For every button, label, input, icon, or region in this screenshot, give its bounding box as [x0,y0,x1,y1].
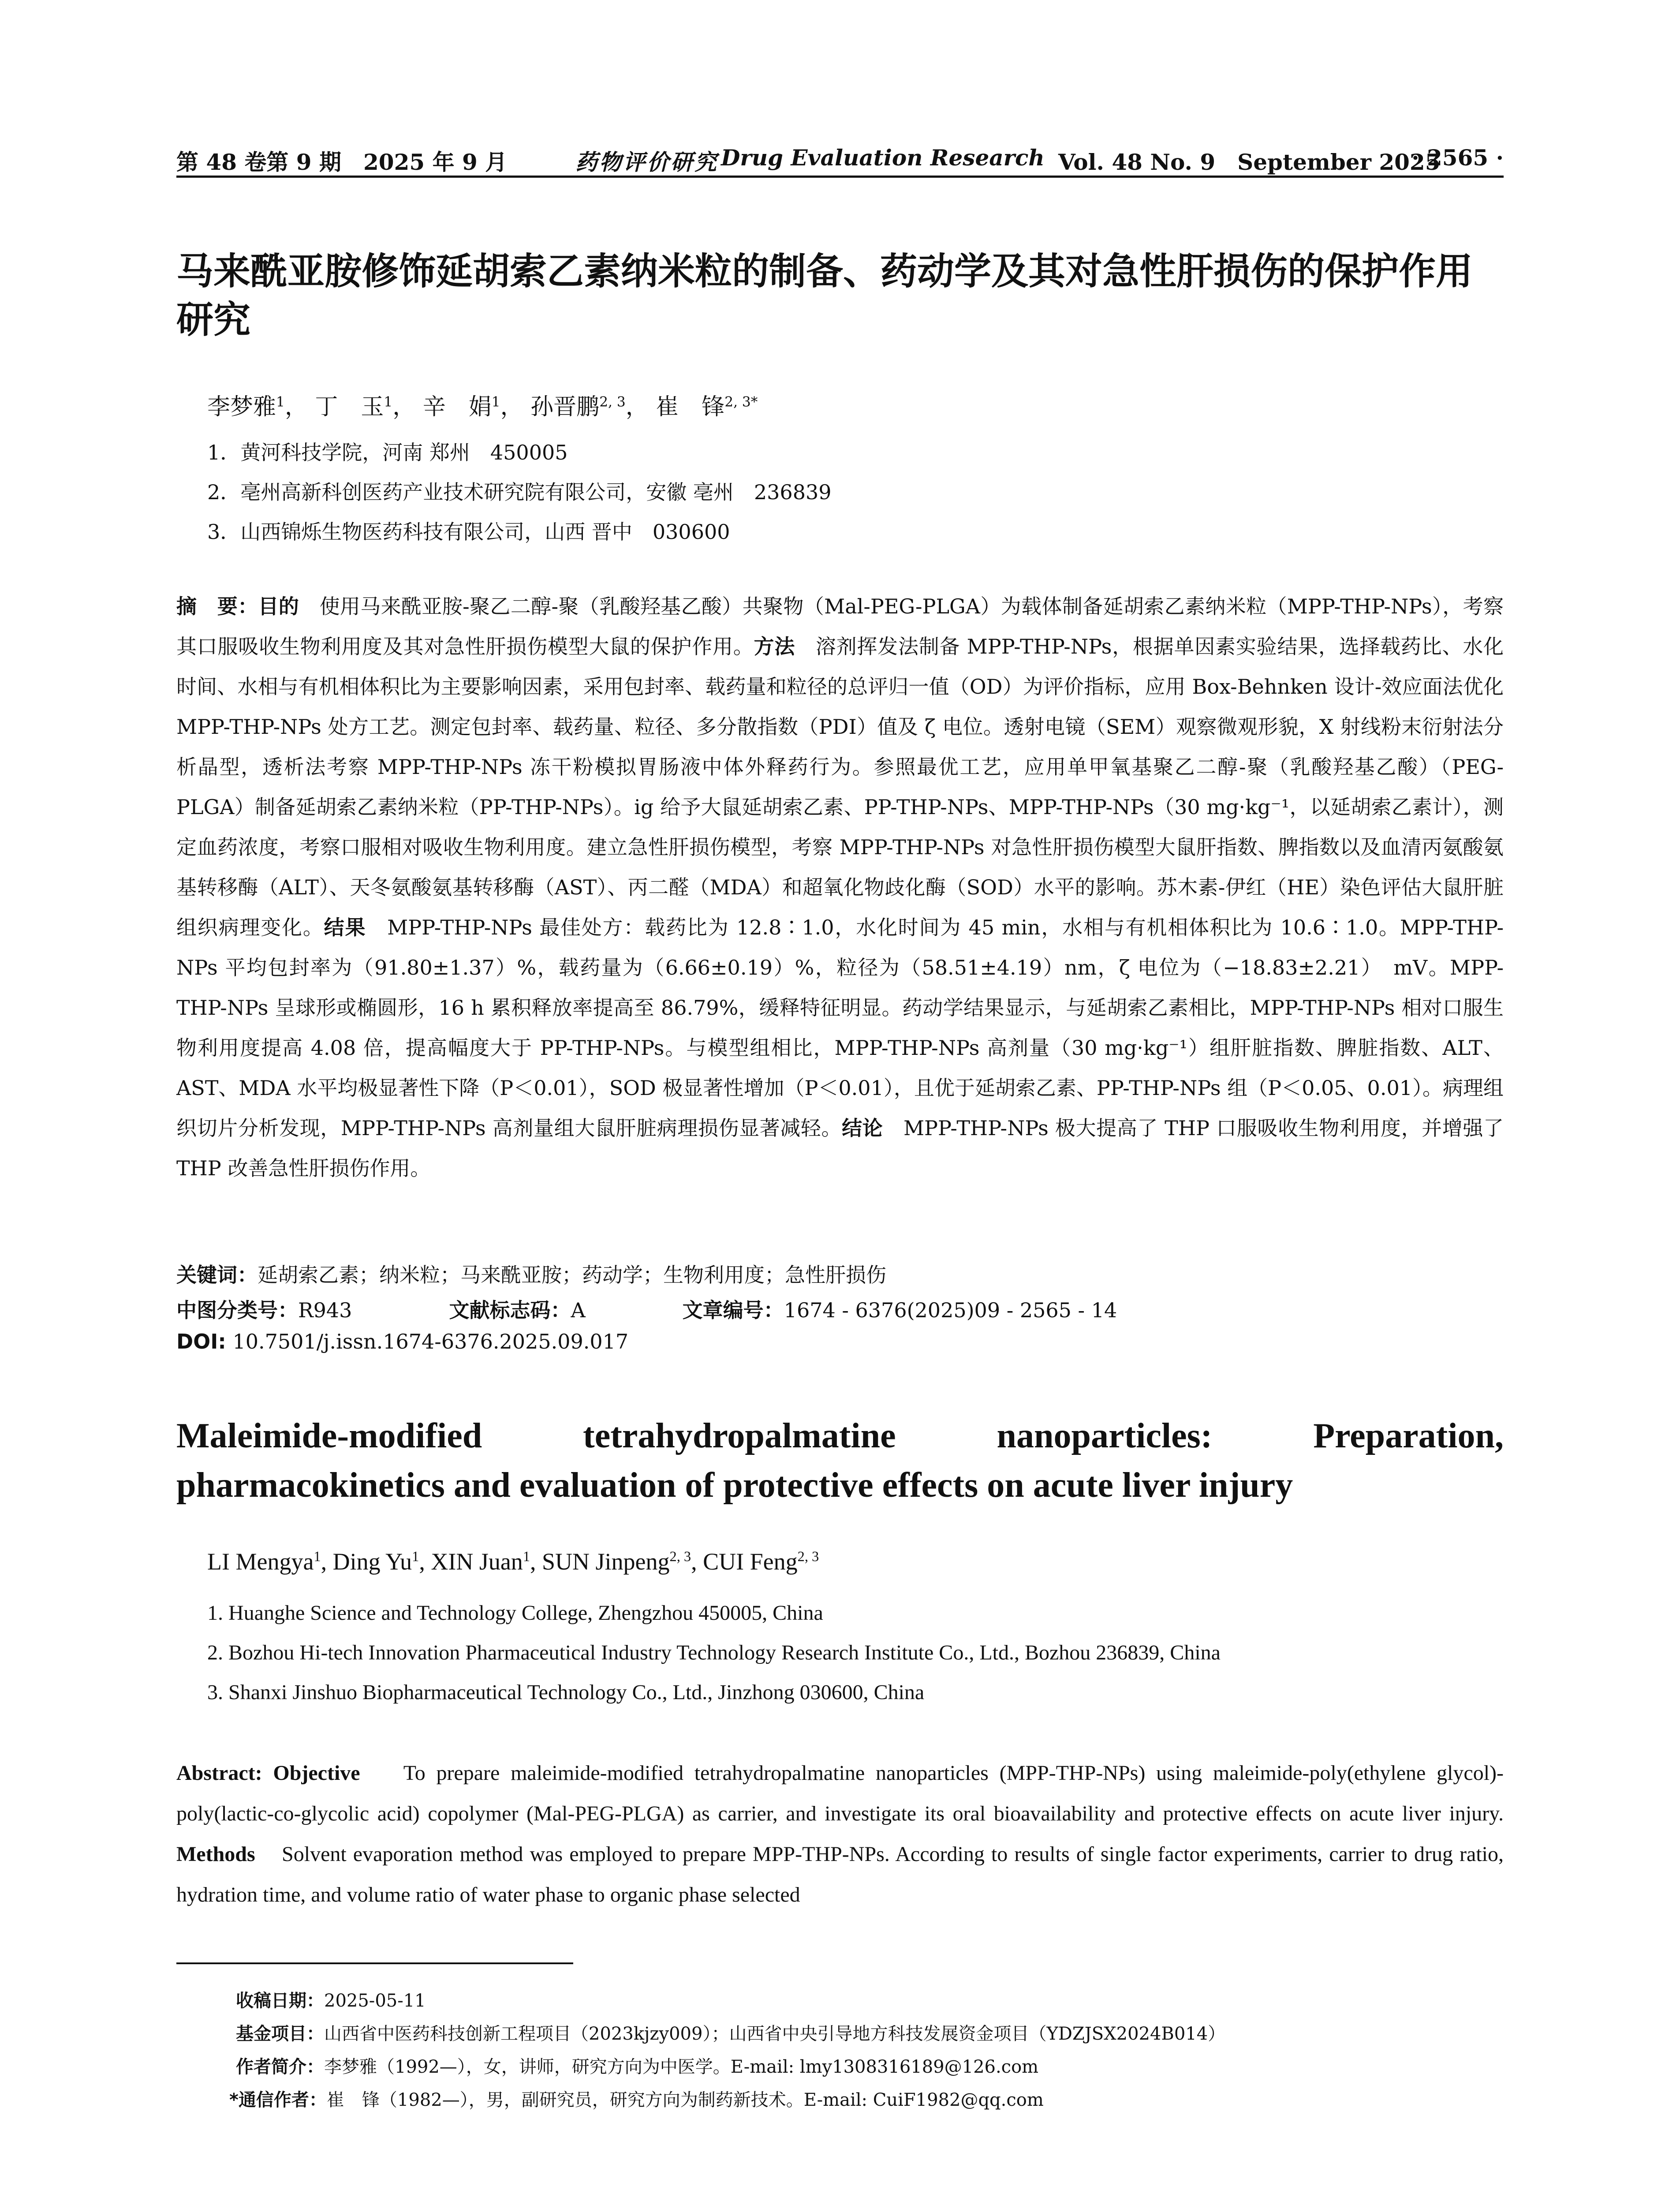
footnote-text: 崔 锋（1982—），男，副研究员，研究方向为制药新技术。E-mail: CuiF1982@qq.com [326,2090,1044,2110]
clc-label: 中图分类号： [176,1298,298,1322]
keywords-label-cn: 关键词： [176,1263,258,1287]
author-affiliation-mark: 1 [491,394,500,410]
author-affiliation-mark: 2, 3 [797,1549,819,1565]
methods-text-en: Solvent evaporation method was employed to prepare MPP-THP-NPs. According to results of single factor experiments, carrier to drug ratio, hydration time, and volume ratio of water phase to organic phase selected [176,1842,1504,1906]
author-name-en: CUI Feng [703,1548,798,1575]
author-affiliation-mark: 1 [276,394,285,410]
footnote-label: 收稿日期： [236,1991,324,2011]
article-number-value: 1674 - 6376(2025)09 - 2565 - 14 [784,1298,1117,1322]
header-issue-en: Vol. 48 No. 9 September 2025 [1058,149,1441,175]
footnote-text: 2025-05-11 [324,1991,426,2011]
conclusion-label-cn: 结论 [842,1116,883,1140]
affiliation-en: 3. Shanxi Jinshuo Biopharmaceutical Technology Co., Ltd., Jinzhong 030600, China [207,1681,925,1704]
footnote-label: 基金项目： [236,2024,324,2044]
abstract-cn [176,587,1504,1188]
results-label-cn: 结果 [324,916,366,939]
abstract-label-en: Abstract: [176,1761,262,1785]
footnote-label: 作者简介： [236,2057,324,2077]
footnote-text: 山西省中医药科技创新工程项目（2023kjzy009）；山西省中央引导地方科技发展资金项目（YDZJSX2024B014） [324,2024,1226,2044]
affiliation-en: 1. Huanghe Science and Technology College, Zhengzhou 450005, China [207,1601,823,1625]
author-name: 丁 玉 [315,394,384,420]
affiliation-cn: 2．亳州高新科创医药产业技术研究院有限公司，安徽 亳州 236839 [207,480,832,504]
author-affiliation-mark: 1 [314,1549,321,1565]
author-affiliation-mark: 2, 3* [724,394,758,410]
footnote-author-bio [236,2053,1038,2078]
objective-text-cn: 使用马来酰亚胺-聚乙二醇-聚（乳酸羟基乙酸）共聚物（Mal-PEG-PLGA）为载体制备延胡索乙素纳米粒（MPP-THP-NPs），考察其口服吸收生物利用度及其对急性肝损伤模型大鼠的保护作用。 [176,594,1504,658]
article-title-cn: 马来酰亚胺修饰延胡索乙素纳米粒的制备、药动学及其对急性肝损伤的保护作用研究 [176,250,1473,341]
objective-text-en: To prepare maleimide-modified tetrahydropalmatine nanoparticles (MPP-THP-NPs) using maleimide-poly(ethylene glycol)-poly(lactic-co-glycolic acid) copolymer (Mal-PEG-PLGA) as carrier, and investigate its oral bioavailability and protective effects on acute liver injury. [176,1761,1504,1825]
abstract-label-cn: 摘 要： [176,594,258,618]
footnote-corresponding-author [229,2086,1044,2111]
footnote-divider [176,1962,573,1964]
article-title-en: Maleimide-modified tetrahydropalmatine nanoparticles: Preparation, pharmacokinetics and evaluation of protective effects on acute liver injury [176,1416,1504,1505]
clc-value: R943 [298,1298,352,1322]
article-number-label: 文章编号： [682,1298,784,1322]
affiliation-en: 2. Bozhou Hi-tech Innovation Pharmaceutical Industry Technology Research Institute Co., Ltd., Bozhou 236839, China [207,1641,1221,1664]
doi-label: DOI: [176,1330,226,1353]
author-name-en: XIN Juan [431,1548,523,1575]
header-journal-name-en: Drug Evaluation Research [721,145,1045,171]
author-affiliation-mark: 1 [384,394,393,410]
keywords-cn [176,1259,886,1288]
doi-value: 10.7501/j.issn.1674-6376.2025.09.017 [232,1330,629,1353]
doi-line [176,1330,628,1353]
running-header [176,140,1504,178]
conclusion-text-cn: MPP-THP-NPs 极大提高了 THP 口服吸收生物利用度，并增强了 THP 改善急性肝损伤作用。 [176,1116,1504,1180]
methods-label-cn: 方法 [754,635,795,658]
objective-label-cn: 目的 [258,594,299,618]
author-affiliation-mark: 2, 3 [599,394,626,410]
results-text-cn: MPP-THP-NPs 最佳处方：载药比为 12.8∶1.0，水化时间为 45 min，水相与有机相体积比为 10.6∶1.0。MPP-THP-NPs 平均包封率为（91.80±1.37）%，载药量为（6.66±0.19）%，粒径为（58.51±4.19）nm，ζ 电位为（−18.83±2.21） mV。MPP-THP-NPs 呈球形或椭圆形，16 h 累积释放率提高至 86.79%，缓释特征明显。药动学结果显示，与延胡索乙素相比，MPP-THP-NPs 相对口服生物利用度提高 4.08 倍，提高幅度大于 PP-THP-NPs。与模型组相比，MPP-THP-NPs 高剂量（30 mg·kg⁻¹）组肝脏指数、脾脏指数、ALT、AST、MDA 水平均极显著性下降（P＜0.01），SOD 极显著性增加（P＜0.01），且优于延胡索乙素、PP-THP-NPs 组（P＜0.05、0.01）。病理组织切片分析发现，MPP-THP-NPs 高剂量组大鼠肝脏病理损伤显著减轻。 [176,916,1504,1140]
author-name: 孙晋鹏 [530,394,600,420]
author-name: 崔 锋 [656,394,725,420]
author-affiliation-mark: 2, 3 [669,1549,691,1565]
doc-code-label: 文献标志码： [449,1298,571,1322]
footnote-label: *通信作者： [229,2090,327,2110]
header-journal-name-cn: 药物评价研究 [575,149,718,175]
header-page-number: · 2565 · [1411,145,1504,171]
classification-line [176,1294,1117,1323]
author-affiliation-mark: 1 [412,1549,419,1565]
author-list-cn: 李梦雅$^1$， 丁 玉$^1$， 辛 娟$^1$， 孙晋鹏$^{2, 3}$， 崔 锋$^{2, 3*}$ [207,394,758,420]
author-name-en: LI Mengya [207,1548,314,1575]
author-name-en: SUN Jinpeng [542,1548,670,1575]
methods-text-cn: 溶剂挥发法制备 MPP-THP-NPs，根据单因素实验结果，选择载药比、水化时间、水相与有机相体积比为主要影响因素，采用包封率、载药量和粒径的总评归一值（OD）为评价指标，应用 Box-Behnken 设计-效应面法优化 MPP-THP-NPs 处方工艺。测定包封率、载药量、粒径、多分散指数（PDI）值及 ζ 电位。透射电镜（SEM）观察微观形貌，X 射线粉末衍射法分析晶型，透析法考察 MPP-THP-NPs 冻干粉模拟胃肠液中体外释药行为。参照最优工艺，应用单甲氧基聚乙二醇-聚（乳酸羟基乙酸）（PEG-PLGA）制备延胡索乙素纳米粒（PP-THP-NPs）。ig 给予大鼠延胡索乙素、PP-THP-NPs、MPP-THP-NPs（30 mg·kg⁻¹，以延胡索乙素计），测定血药浓度，考察口服相对吸收生物利用度。建立急性肝损伤模型，考察 MPP-THP-NPs 对急性肝损伤模型大鼠肝指数、脾指数以及血清丙氨酸氨基转移酶（ALT）、天冬氨酸氨基转移酶（AST）、丙二醛（MDA）和超氧化物歧化酶（SOD）水平的影响。苏木素-伊红（HE）染色评估大鼠肝脏组织病理变化。 [176,635,1504,939]
author-affiliation-mark: 1 [523,1549,530,1565]
methods-label-en: Methods [176,1842,255,1866]
affiliation-cn: 1．黄河科技学院，河南 郑州 450005 [207,441,568,464]
keywords-text-cn: 延胡索乙素；纳米粒；马来酰亚胺；药动学；生物利用度；急性肝损伤 [258,1263,886,1287]
abstract-en [176,1753,1504,1915]
footnote-received [236,1987,426,2012]
author-name: 辛 娟 [422,394,492,420]
footnote-funding [236,2020,1225,2045]
objective-label-en: Objective [273,1761,360,1785]
affiliation-cn: 3．山西锦烁生物医药科技有限公司，山西 晋中 030600 [207,520,730,544]
author-list-en: LI Mengya$^1$, Ding Yu$^1$, XIN Juan$^1$, SUN Jinpeng$^{2, 3}$, CUI Feng$^{2, 3}$ [207,1548,819,1575]
header-issue-cn: 第 48 卷第 9 期 2025 年 9 月 [176,149,508,175]
author-name-en: Ding Yu [332,1548,412,1575]
doc-code-value: A [571,1298,586,1322]
footnote-text: 李梦雅（1992—），女，讲师，研究方向为中医学。E-mail: lmy1308316189@126.com [324,2057,1039,2077]
author-name: 李梦雅 [207,394,276,420]
